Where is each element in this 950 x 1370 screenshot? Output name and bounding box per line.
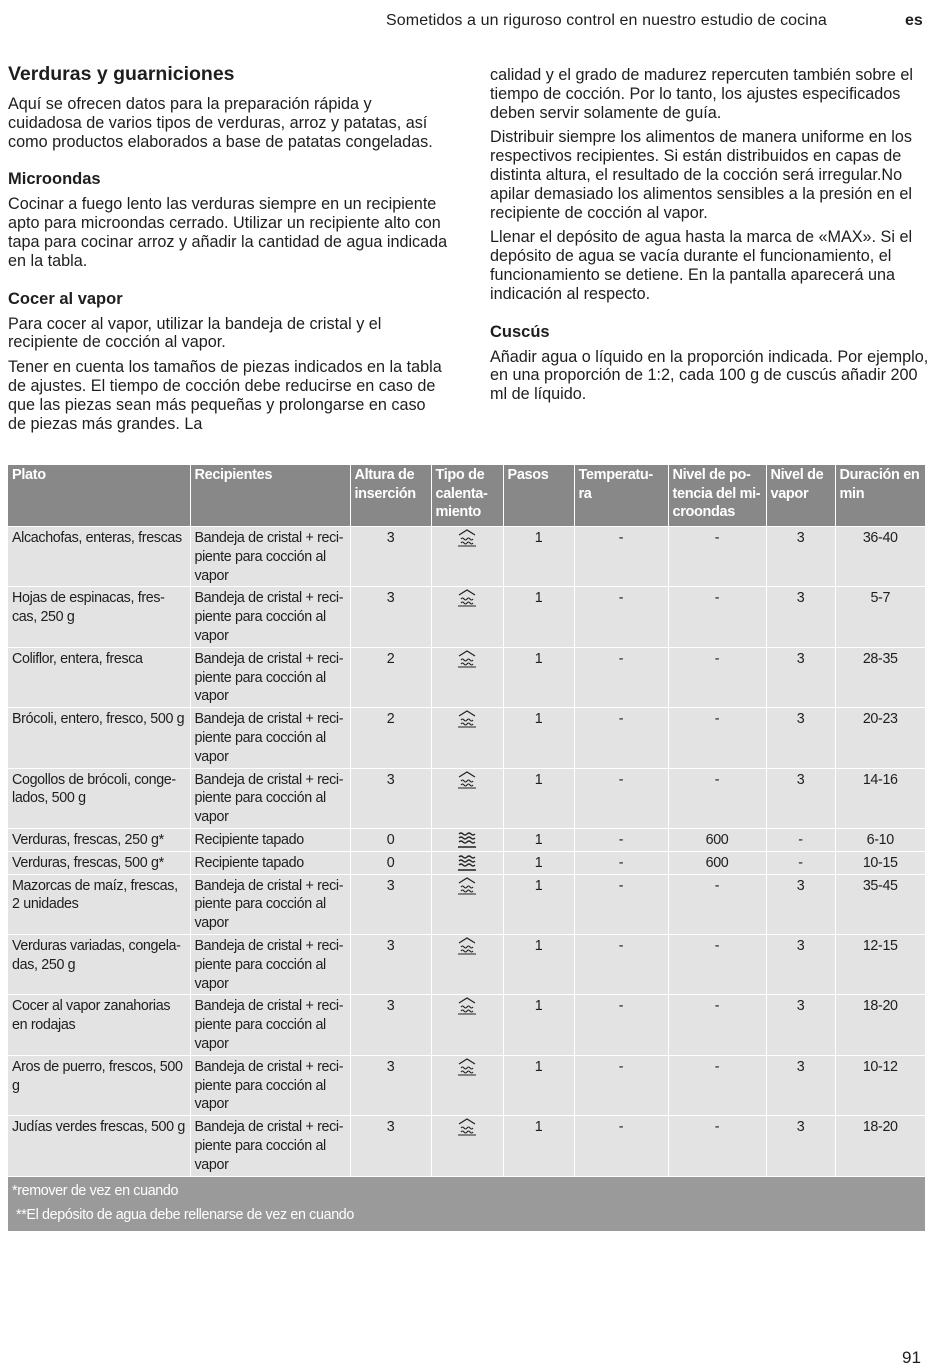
cell-altura: 3 bbox=[350, 995, 431, 1055]
cell-tipo bbox=[431, 1055, 503, 1115]
cell-duracion: 28-35 bbox=[835, 647, 925, 707]
cell-temperatura: - bbox=[574, 587, 668, 647]
cell-tipo bbox=[431, 1116, 503, 1176]
cell-duracion: 36-40 bbox=[835, 527, 925, 587]
table-row bbox=[8, 1055, 925, 1115]
steam-icon bbox=[457, 1118, 477, 1136]
cell-duracion: 12-15 bbox=[835, 934, 925, 994]
col-header-temperatura: Temperatu-ra bbox=[574, 465, 668, 527]
cell-plato: Aros de puerro, frescos, 500 g bbox=[8, 1055, 190, 1115]
cell-duracion: 14-16 bbox=[835, 768, 925, 828]
cell-temperatura: - bbox=[574, 1055, 668, 1115]
cell-altura: 3 bbox=[350, 527, 431, 587]
footnote-1: *remover de vez en cuando bbox=[12, 1182, 179, 1199]
cuscus-heading: Cuscús bbox=[490, 322, 550, 341]
cell-vapor: 3 bbox=[766, 874, 835, 934]
cell-recipiente: Bandeja de cristal + reci-piente para cocción al vapor bbox=[190, 1055, 350, 1115]
right-text-1: calidad y el grado de madurez repercuten también sobre el tiempo de cocción. Por lo tanto, los ajustes especificados deben servir solamente de guía. bbox=[490, 66, 913, 122]
cell-plato: Cogollos de brócoli, conge-lados, 500 g bbox=[8, 768, 190, 828]
footnote-2: **El depósito de agua debe rellenarse de vez en cuando bbox=[16, 1206, 354, 1223]
cell-plato: Hojas de espinacas, fres-cas, 250 g bbox=[8, 587, 190, 647]
cell-temperatura: - bbox=[574, 828, 668, 851]
col-header-tipo: Tipo de calenta-miento bbox=[431, 465, 503, 527]
cell-altura: 0 bbox=[350, 851, 431, 874]
microondas-heading: Microondas bbox=[8, 170, 101, 189]
cell-temperatura: - bbox=[574, 527, 668, 587]
cell-pasos: 1 bbox=[503, 527, 574, 587]
cell-tipo bbox=[431, 851, 503, 874]
settings-table bbox=[8, 465, 925, 1231]
cell-tipo bbox=[431, 708, 503, 768]
table-row bbox=[8, 1116, 925, 1176]
table-row bbox=[8, 851, 925, 874]
cell-potencia: - bbox=[668, 1055, 766, 1115]
cell-pasos: 1 bbox=[503, 995, 574, 1055]
microondas-text: Cocinar a fuego lento las verduras siempre en un recipiente apto para microondas cerrado. Utilizar un recipiente alto con tapa para cocinar arroz y añadir la cantidad de agua indicada en la tabla. bbox=[8, 195, 448, 270]
cell-pasos: 1 bbox=[503, 934, 574, 994]
vapor-heading: Cocer al vapor bbox=[8, 289, 123, 308]
microwave-icon bbox=[457, 831, 477, 849]
table-footnotes bbox=[8, 1176, 925, 1231]
cell-recipiente: Bandeja de cristal + reci-piente para cocción al vapor bbox=[190, 1116, 350, 1176]
cell-vapor: - bbox=[766, 851, 835, 874]
cell-tipo bbox=[431, 768, 503, 828]
cell-duracion: 5-7 bbox=[835, 587, 925, 647]
cell-recipiente: Bandeja de cristal + reci-piente para cocción al vapor bbox=[190, 647, 350, 707]
cell-altura: 3 bbox=[350, 934, 431, 994]
cell-plato: Judías verdes frescas, 500 g bbox=[8, 1116, 190, 1176]
cell-vapor: 3 bbox=[766, 527, 835, 587]
cell-potencia: 600 bbox=[668, 851, 766, 874]
cell-vapor: 3 bbox=[766, 768, 835, 828]
cell-pasos: 1 bbox=[503, 708, 574, 768]
col-header-altura: Altura de inserción bbox=[350, 465, 431, 527]
cell-potencia: - bbox=[668, 587, 766, 647]
cell-vapor: 3 bbox=[766, 1055, 835, 1115]
cell-duracion: 10-12 bbox=[835, 1055, 925, 1115]
cell-altura: 3 bbox=[350, 874, 431, 934]
cell-pasos: 1 bbox=[503, 1055, 574, 1115]
cell-duracion: 20-23 bbox=[835, 708, 925, 768]
right-column bbox=[490, 66, 930, 410]
steam-icon bbox=[457, 997, 477, 1015]
cell-recipiente: Bandeja de cristal + reci-piente para cocción al vapor bbox=[190, 874, 350, 934]
cell-altura: 2 bbox=[350, 708, 431, 768]
steam-icon bbox=[457, 710, 477, 728]
cell-temperatura: - bbox=[574, 851, 668, 874]
language-code: es bbox=[905, 12, 923, 29]
cell-tipo bbox=[431, 828, 503, 851]
cell-tipo bbox=[431, 647, 503, 707]
right-text-3: Llenar el depósito de agua hasta la marca de «MAX». Si el depósito de agua se vacía durante el funcionamiento, el funcionamiento se detiene. En la pantalla aparecerá una indicación al respecto. bbox=[490, 228, 913, 303]
section-heading: Verduras y guarniciones bbox=[8, 63, 235, 85]
col-header-plato: Plato bbox=[8, 465, 190, 527]
page-number: 91 bbox=[902, 1348, 921, 1367]
cell-plato: Verduras, frescas, 250 g* bbox=[8, 828, 190, 851]
steam-icon bbox=[457, 1058, 477, 1076]
cell-plato: Coliflor, entera, fresca bbox=[8, 647, 190, 707]
col-header-vapor: Nivel de vapor bbox=[766, 465, 835, 527]
table-row bbox=[8, 527, 925, 587]
table-row bbox=[8, 828, 925, 851]
cell-potencia: - bbox=[668, 934, 766, 994]
cell-tipo bbox=[431, 934, 503, 994]
steam-icon bbox=[457, 650, 477, 668]
table-footnote-row bbox=[8, 1176, 925, 1231]
steam-icon bbox=[457, 589, 477, 607]
cell-temperatura: - bbox=[574, 708, 668, 768]
cell-potencia: - bbox=[668, 527, 766, 587]
cell-pasos: 1 bbox=[503, 874, 574, 934]
cell-tipo bbox=[431, 587, 503, 647]
cell-pasos: 1 bbox=[503, 647, 574, 707]
cell-vapor: 3 bbox=[766, 647, 835, 707]
cell-tipo bbox=[431, 995, 503, 1055]
table-header-row bbox=[8, 465, 925, 527]
cell-duracion: 6-10 bbox=[835, 828, 925, 851]
cell-recipiente: Bandeja de cristal + reci-piente para cocción al vapor bbox=[190, 527, 350, 587]
col-header-pasos: Pasos bbox=[503, 465, 574, 527]
header-title: Sometidos a un riguroso control en nuestro estudio de cocina bbox=[386, 12, 827, 29]
cell-duracion: 18-20 bbox=[835, 995, 925, 1055]
cell-vapor: 3 bbox=[766, 708, 835, 768]
col-header-recipientes: Recipientes bbox=[190, 465, 350, 527]
cell-temperatura: - bbox=[574, 995, 668, 1055]
vapor-text-1: Para cocer al vapor, utilizar la bandeja de cristal y el recipiente de cocción al vapor. bbox=[8, 314, 382, 352]
cell-plato: Alcachofas, enteras, frescas bbox=[8, 527, 190, 587]
cell-temperatura: - bbox=[574, 768, 668, 828]
cell-recipiente: Bandeja de cristal + reci-piente para cocción al vapor bbox=[190, 934, 350, 994]
cell-altura: 2 bbox=[350, 647, 431, 707]
cell-recipiente: Recipiente tapado bbox=[190, 851, 350, 874]
left-column bbox=[8, 62, 448, 439]
cell-vapor: 3 bbox=[766, 934, 835, 994]
cell-temperatura: - bbox=[574, 934, 668, 994]
cell-tipo bbox=[431, 527, 503, 587]
cell-altura: 3 bbox=[350, 587, 431, 647]
steam-icon bbox=[457, 937, 477, 955]
col-header-duracion: Duración en min bbox=[835, 465, 925, 527]
cell-recipiente: Bandeja de cristal + reci-piente para cocción al vapor bbox=[190, 587, 350, 647]
cell-pasos: 1 bbox=[503, 851, 574, 874]
cell-vapor: 3 bbox=[766, 587, 835, 647]
cell-pasos: 1 bbox=[503, 768, 574, 828]
cell-tipo bbox=[431, 874, 503, 934]
cell-duracion: 35-45 bbox=[835, 874, 925, 934]
cuscus-text: Añadir agua o líquido en la proporción indicada. Por ejemplo, en una proporción de 1:2, cada 100 g de cuscús añadir 200 ml de líquido. bbox=[490, 347, 929, 404]
intro-text: Aquí se ofrecen datos para la preparación rápida y cuidadosa de varios tipos de verduras, arroz y patatas, así como productos elaborados a base de patatas congeladas. bbox=[8, 95, 433, 151]
cell-plato: Mazorcas de maíz, frescas, 2 unidades bbox=[8, 874, 190, 934]
cell-plato: Verduras variadas, congela-das, 250 g bbox=[8, 934, 190, 994]
cell-temperatura: - bbox=[574, 874, 668, 934]
cell-vapor: - bbox=[766, 828, 835, 851]
cell-vapor: 3 bbox=[766, 995, 835, 1055]
steam-icon bbox=[457, 771, 477, 789]
cell-recipiente: Bandeja de cristal + reci-piente para cocción al vapor bbox=[190, 768, 350, 828]
cell-temperatura: - bbox=[574, 647, 668, 707]
cell-recipiente: Bandeja de cristal + reci-piente para cocción al vapor bbox=[190, 995, 350, 1055]
cell-vapor: 3 bbox=[766, 1116, 835, 1176]
steam-icon bbox=[457, 877, 477, 895]
cell-potencia: - bbox=[668, 995, 766, 1055]
cell-pasos: 1 bbox=[503, 587, 574, 647]
table-row bbox=[8, 934, 925, 994]
cell-potencia: - bbox=[668, 647, 766, 707]
table-row bbox=[8, 708, 925, 768]
steam-icon bbox=[457, 529, 477, 547]
cell-potencia: - bbox=[668, 1116, 766, 1176]
cell-duracion: 10-15 bbox=[835, 851, 925, 874]
cell-potencia: - bbox=[668, 874, 766, 934]
cell-duracion: 18-20 bbox=[835, 1116, 925, 1176]
table-row bbox=[8, 995, 925, 1055]
cell-potencia: 600 bbox=[668, 828, 766, 851]
cell-plato: Verduras, frescas, 500 g* bbox=[8, 851, 190, 874]
vapor-text-2: Tener en cuenta los tamaños de piezas indicados en la tabla de ajustes. El tiempo de cocción debe reducirse en caso de que las piezas sean más pequeñas y prolongarse en caso de piezas más grandes. La bbox=[8, 358, 442, 433]
table-row bbox=[8, 768, 925, 828]
cell-altura: 0 bbox=[350, 828, 431, 851]
cell-recipiente: Recipiente tapado bbox=[190, 828, 350, 851]
table-row bbox=[8, 874, 925, 934]
cell-pasos: 1 bbox=[503, 828, 574, 851]
cell-altura: 3 bbox=[350, 1055, 431, 1115]
table-row bbox=[8, 587, 925, 647]
cell-potencia: - bbox=[668, 708, 766, 768]
cell-plato: Cocer al vapor zanahorias en rodajas bbox=[8, 995, 190, 1055]
page-header bbox=[0, 12, 950, 32]
right-text-2: Distribuir siempre los alimentos de manera uniforme en los respectivos recipientes. Si están distribuidos en capas de distinta altura, el resultado de la cocción será irregular.No apilar demasiado los alimentos sensibles a la presión en el recipiente de cocción al vapor. bbox=[490, 128, 913, 222]
cell-temperatura: - bbox=[574, 1116, 668, 1176]
cell-recipiente: Bandeja de cristal + reci-piente para cocción al vapor bbox=[190, 708, 350, 768]
table-row bbox=[8, 647, 925, 707]
cell-plato: Brócoli, entero, fresco, 500 g bbox=[8, 708, 190, 768]
cell-altura: 3 bbox=[350, 768, 431, 828]
cell-potencia: - bbox=[668, 768, 766, 828]
col-header-potencia: Nivel de po-tencia del mi-croondas bbox=[668, 465, 766, 527]
microwave-icon bbox=[457, 854, 477, 872]
cell-altura: 3 bbox=[350, 1116, 431, 1176]
cell-pasos: 1 bbox=[503, 1116, 574, 1176]
